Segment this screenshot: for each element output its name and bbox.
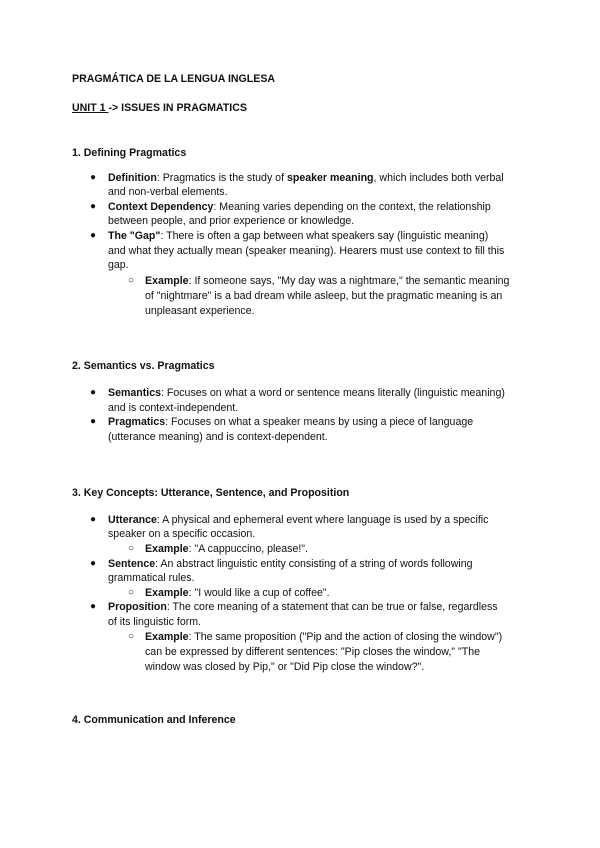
list-item-context: Context Dependency: Meaning varies depending on the context, the relationship [108,201,491,213]
section-4-heading: 4. Communication and Inference [72,714,236,726]
sub-bullet-icon: ○ [128,275,135,286]
unit-label: UNIT 1 [72,102,109,114]
section-1-heading: 1. Defining Pragmatics [72,147,187,159]
document-title: PRAGMÁTICA DE LA LENGUA INGLESA [72,73,276,85]
list-item-sentence-cont: grammatical rules. [108,572,195,584]
sub-item-example-cont: can be expressed by different sentences: "Pip closes the window," "The [145,646,480,658]
list-item-context-cont: between people, and prior experience or knowledge. [108,215,355,227]
section-3-heading: 3. Key Concepts: Utterance, Sentence, and Proposition [72,487,350,499]
list-item-gap: The "Gap": There is often a gap between what speakers say (linguistic meaning) [108,230,489,242]
sub-item-example: Example: If someone says, "My day was a nightmare," the semantic meaning [145,275,510,287]
list-item-definition-cont: and non-verbal elements. [108,186,228,198]
list-item-semantics: Semantics: Focuses on what a word or sentence means literally (linguistic meaning) [108,387,505,399]
sub-item-example: Example: The same proposition ("Pip and the action of closing the window") [145,631,503,643]
sub-item-example-cont: unpleasant experience. [145,305,255,317]
bullet-icon: ● [90,601,97,612]
sub-bullet-icon: ○ [128,631,135,642]
unit-heading [72,101,247,115]
sub-bullet-icon: ○ [128,543,135,554]
list-item-pragmatics-cont: (utterance meaning) and is context-dependent. [108,431,328,443]
list-item-semantics-cont: and is context-independent. [108,402,239,414]
list-item-gap-cont: and what they actually mean (speaker meaning). Hearers must use context to fill this [108,245,505,257]
bullet-icon: ● [90,514,97,525]
bullet-icon: ● [90,387,97,398]
sub-item-example-cont: window was closed by Pip," or "Did Pip close the window?". [145,661,425,673]
bullet-icon: ● [90,201,97,212]
bullet-icon: ● [90,558,97,569]
list-item-utterance-cont: speaker on a specific occasion. [108,528,256,540]
sub-item-example-cont: of "nightmare" is a bad dream while asleep, but the pragmatic meaning is an [145,290,503,302]
list-item-pragmatics: Pragmatics: Focuses on what a speaker means by using a piece of language [108,416,474,428]
sub-item-example: Example: "I would like a cup of coffee". [145,587,330,599]
list-item-definition: Definition: Pragmatics is the study of speaker meaning, which includes both verbal [108,172,504,184]
bullet-icon: ● [90,172,97,183]
list-item-sentence: Sentence: An abstract linguistic entity consisting of a string of words following [108,558,473,570]
list-item-proposition-cont: of its linguistic form. [108,616,202,628]
list-item-utterance: Utterance: A physical and ephemeral event where language is used by a specific [108,514,489,526]
list-item-gap-cont: gap. [108,259,129,271]
bullet-icon: ● [90,416,97,427]
list-item-proposition: Proposition: The core meaning of a statement that can be true or false, regardless [108,601,498,613]
unit-title: -> ISSUES IN PRAGMATICS [108,102,247,114]
sub-item-example: Example: "A cappuccino, please!". [145,543,308,555]
sub-bullet-icon: ○ [128,587,135,598]
section-2-heading: 2. Semantics vs. Pragmatics [72,360,215,372]
bullet-icon: ● [90,230,97,241]
